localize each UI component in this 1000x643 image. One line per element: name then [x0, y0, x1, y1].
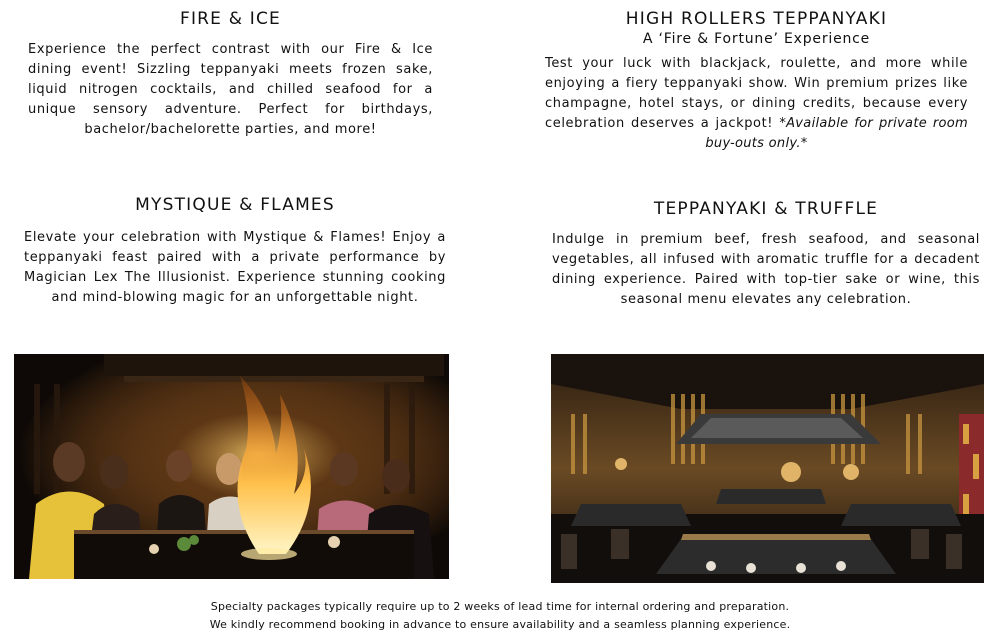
high-rollers-title: HIGH ROLLERS TEPPANYAKI	[625, 9, 888, 29]
high-rollers-subtitle: A ‘Fire & Fortune’ Experience	[642, 31, 871, 47]
fire-ice-section	[28, 8, 433, 140]
truffle-section	[552, 198, 980, 310]
fire-ice-description: Experience the perfect contrast with our Fire & Ice dining event! Sizzling teppanyaki meets frozen sake, liquid nitrogen cocktails, and chilled seafood for a unique sensory adventure. Perfect for birthdays, bachelor/bachelorette parties, and more!	[28, 42, 433, 137]
truffle-description: Indulge in premium beef, fresh seafood, and seasonal vegetables, all infused with aromatic truffle for a decadent dining experience. Paired with top-tier sake or wine, this seasonal menu elevates any celebration.	[552, 232, 980, 307]
restaurant-interior-illustration	[551, 354, 984, 583]
mystique-title: MYSTIQUE & FLAMES	[135, 195, 335, 215]
mystique-section	[24, 194, 446, 308]
footer-note	[0, 598, 1000, 634]
high-rollers-note: *Available for private room buy-outs only.*	[705, 116, 969, 151]
high-rollers-description	[545, 54, 968, 154]
footer-line-2: We kindly recommend booking in advance to ensure availability and a seamless planning experience.	[209, 618, 791, 631]
teppanyaki-flame-photo	[14, 354, 449, 579]
mystique-description: Elevate your celebration with Mystique & Flames! Enjoy a teppanyaki feast paired with a private performance by Magician Lex The Illusionist. Experience stunning cooking and mind-blowing magic for an unforgettable night.	[24, 230, 446, 305]
footer-line-1: Specialty packages typically require up to 2 weeks of lead time for internal ordering and preparation.	[210, 600, 790, 613]
teppanyaki-flame-illustration	[14, 354, 449, 579]
high-rollers-description-text: Test your luck with blackjack, roulette, and more while enjoying a fiery teppanyaki show. Win premium prizes like champagne, hotel stays, or dining credits, because every celebration deserves a jackpot!	[545, 56, 968, 131]
restaurant-interior-photo	[551, 354, 984, 583]
fire-ice-title: FIRE & ICE	[179, 9, 282, 29]
truffle-title: TEPPANYAKI & TRUFFLE	[653, 199, 879, 219]
high-rollers-section	[545, 8, 968, 154]
